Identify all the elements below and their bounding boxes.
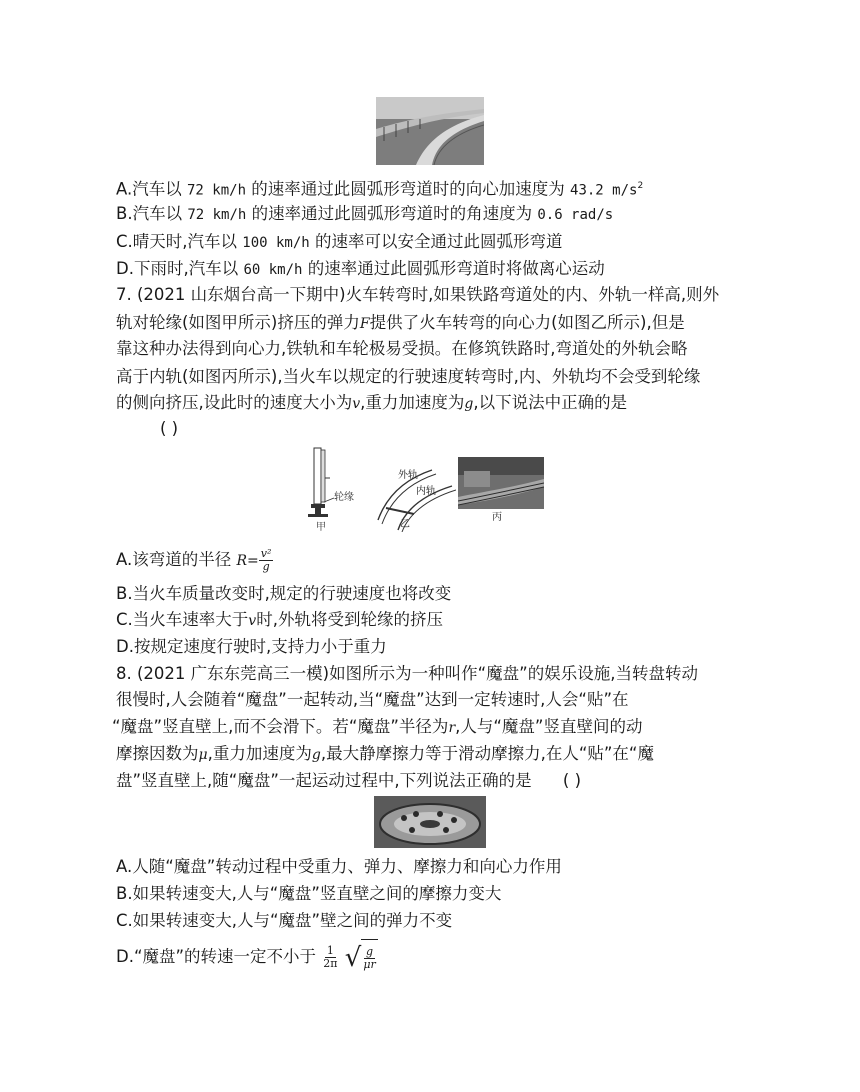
label-yi: 乙: [400, 519, 410, 530]
sqrt-expression: √ $\frac{g}{\mu r}$: [345, 939, 378, 976]
bridge-photo: [376, 97, 484, 165]
label-waigui: 外轨: [398, 470, 418, 481]
rpm-fraction: $\frac{1}{2\pi}$: [323, 944, 338, 970]
q7-option-b: B.当火车质量改变时,规定的行驶速度也将改变: [116, 584, 452, 603]
q8-stem-line-5: 盘”竖直壁上,随“魔盘”一起运动过程中,下列说法正确的是 ( ): [116, 771, 582, 790]
q8-stem-line-3: “魔盘”竖直壁上,而不会滑下。若“魔盘”半径为r,人与“魔盘”竖直壁间的动: [112, 717, 643, 736]
q6-option-a: A.汽车以 72 km/h 的速率通过此圆弧形弯道时的向心加速度为 43.2 $m/s^2$: [116, 179, 644, 199]
q7-stem-line-3: 靠这种办法得到向心力,铁轨和车轮极易受损。在修筑铁路时,弯道处的外轨会略: [116, 339, 688, 358]
rail-wheel-diagram-jia: [300, 440, 370, 532]
q7-stem-line-5: 的侧向挤压,设此时的速度大小为v,重力加速度为g,以下说法中正确的是: [116, 393, 628, 412]
rail-photo-bing: [458, 457, 544, 509]
q7-option-d: D.按规定速度行驶时,支持力小于重力: [116, 637, 387, 656]
label-neigui: 内轨: [416, 486, 436, 497]
q7-option-c: C.当火车速率大于v时,外轨将受到轮缘的挤压: [116, 610, 443, 629]
q8-stem-line-4: 摩擦因数为μ,重力加速度为g,最大静摩擦力等于滑动摩擦力,在人“贴”在“魔: [116, 744, 654, 763]
q6-option-d: D.下雨时,汽车以 60 km/h 的速率通过此圆弧形弯道时将做离心运动: [116, 259, 605, 278]
q7-stem-line-2: 轨对轮缘(如图甲所示)挤压的弹力F提供了火车转弯的向心力(如图乙所示),但是: [116, 313, 685, 332]
label-jia: 甲: [316, 522, 326, 533]
q8-stem-line-1: 8. (2021 广东东莞高三一模)如图所示为一种叫作“魔盘”的娱乐设施,当转盘转动: [116, 664, 698, 683]
q7-answer-bracket: ( ): [160, 419, 179, 438]
q8-option-c: C.如果转速变大,人与“魔盘”壁之间的弹力不变: [116, 911, 453, 930]
q6-option-b: B.汽车以 72 km/h 的速率通过此圆弧形弯道时的角速度为 0.6 rad/s: [116, 204, 614, 223]
q8-option-a: A.人随“魔盘”转动过程中受重力、弹力、摩擦力和向心力作用: [116, 857, 562, 876]
q7-stem-line-1: 7. (2021 山东烟台高一下期中)火车转弯时,如果铁路弯道处的内、外轨一样高,则外: [116, 285, 720, 304]
q8-option-b: B.如果转速变大,人与“魔盘”竖直壁之间的摩擦力变大: [116, 884, 502, 903]
q8-stem-line-2: 很慢时,人会随着“魔盘”一起转动,当“魔盘”达到一定转速时,人会“贴”在: [116, 690, 629, 709]
q7-stem-line-4: 高于内轨(如图丙所示),当火车以规定的行驶速度转弯时,内、外轨均不会受到轮缘: [116, 367, 701, 386]
label-bing: 丙: [492, 512, 502, 523]
q7-option-a: A.该弯道的半径 R= $\frac{\text{v²}}{g}$: [116, 547, 272, 573]
label-lunyuan: 轮缘: [334, 492, 354, 503]
q8-option-d: D.“魔盘”的转速一定不小于 $\frac{1}{2\pi}$ √ $\frac{g}{\mu r}$: [116, 939, 378, 976]
q6-option-c: C.晴天时,汽车以 100 km/h 的速率可以安全通过此圆弧形弯道: [116, 232, 563, 251]
q8-answer-bracket: ( ): [562, 771, 582, 790]
magic-disc-photo: [374, 796, 486, 848]
radius-formula: $\frac{\text{v²}}{g}$: [260, 547, 272, 573]
